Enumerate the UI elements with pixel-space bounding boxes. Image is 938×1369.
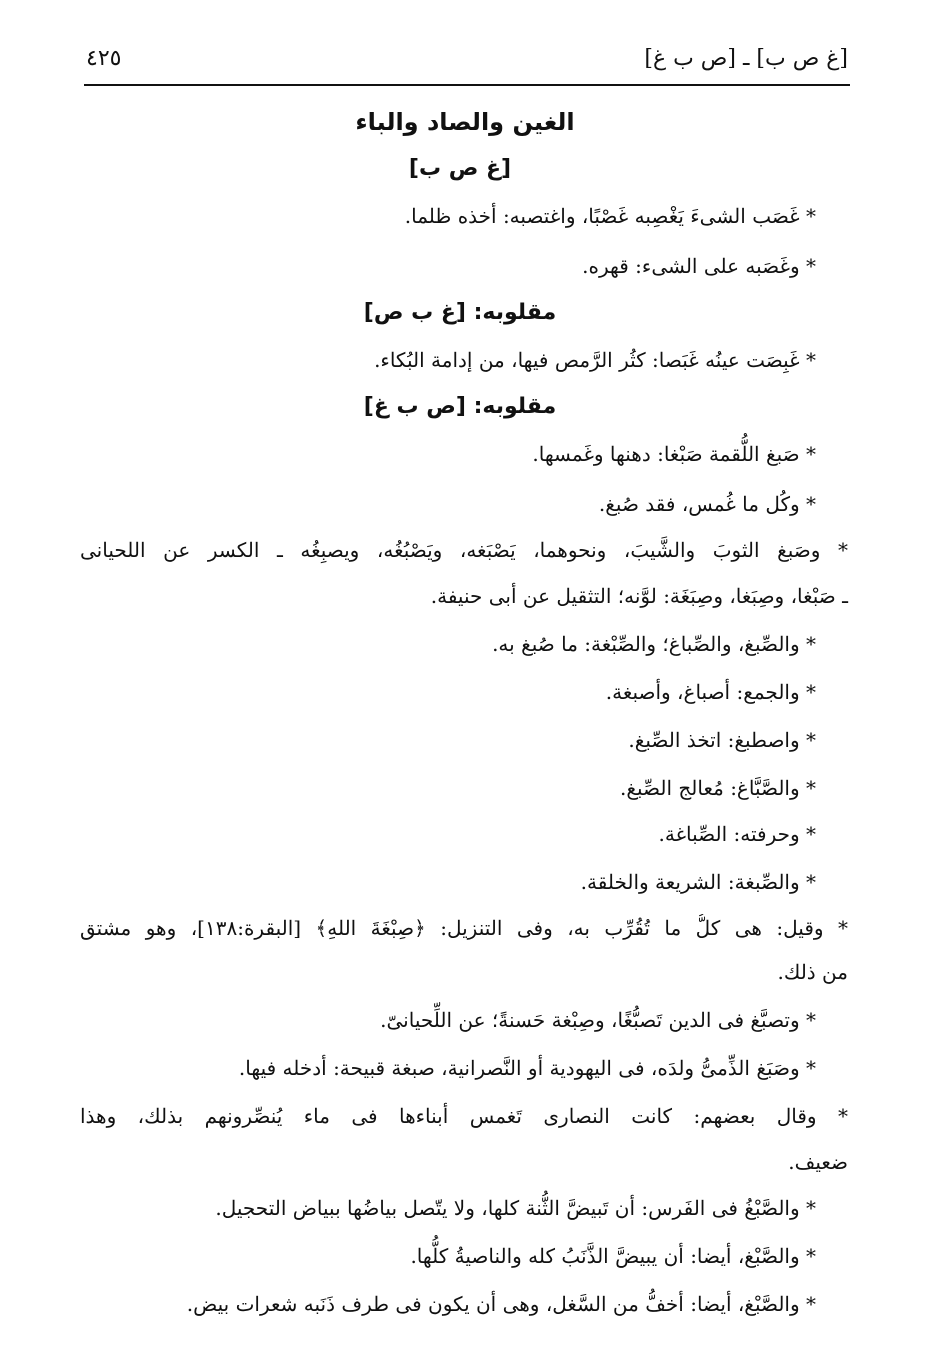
inverted-root-heading: مقلوبه: [غ ب ص] xyxy=(363,300,557,325)
inverted-root-heading: مقلوبه: [ص ب غ] xyxy=(363,394,557,419)
entry-line: * وصَبَغ الذِّمىُّ ولدَه، فى اليهودية أو النَّصرانية، صبغة قبيحة: أدخله فيها. xyxy=(238,1056,816,1080)
running-head: [غ ص ب] ـ [ص ب غ] xyxy=(644,46,848,71)
entry-line: * والصِّبغة: الشريعة والخلقة. xyxy=(580,870,816,894)
entry-line: ـ صَبْغا، وصِبَغا، وصِبَغَة: لوَّنه؛ التثقيل عن أبى حنيفة. xyxy=(430,584,848,608)
entry-line: * وحرفته: الصِّباغة. xyxy=(658,822,816,846)
entry-line: * والصِّبغ، والصِّباغ؛ والصِّبْغة: ما صُبغ به. xyxy=(492,632,816,656)
entry-line: * وصَبغ الثوبَ والشَّيبَ، ونحوهما، يَصْبَغه، ويَصْبُغُه، ويصبِغُه ـ الكسر عن اللحيانى xyxy=(80,538,848,562)
page-number: ٤٢٥ xyxy=(86,46,122,71)
entry-line: * والجمع: أصباغ، وأصبغة. xyxy=(605,680,816,704)
entry-line: * غَصَب الشىءَ يَغْصِبه غَصْبًا، واغتصبه: أخذه ظلما. xyxy=(404,204,816,228)
header-rule xyxy=(84,84,850,86)
entry-line: * وقال بعضهم: كانت النصارى تَغمس أبناءها فى ماء يُنصِّرونهم بذلك، وهذا xyxy=(80,1104,848,1128)
root-heading: [غ ص ب] xyxy=(408,156,512,181)
entry-line: * واصطبغ: اتخذ الصِّبغ. xyxy=(628,728,816,752)
entry-line: * والصَّبْغُ فى الفَرس: أن تَبيضَّ الثُّنة كلها، ولا يتّصل بياضُها ببياض التحجيل. xyxy=(215,1196,816,1220)
entry-line: * غَبِصَت عينُه غَبَصا: كثُر الرَّمص فيها، من إدامة البُكاء. xyxy=(374,348,816,372)
entry-line: * وغَصَبه على الشىء: قهره. xyxy=(582,254,816,278)
entry-line: * وتصبَّغ فى الدين تَصبُّغًا، وصِبْغة حَسنةً؛ عن اللِّحيانىّ. xyxy=(380,1008,816,1032)
entry-line: * والصَّبْغ، أيضا: أخفُّ من السَّغل، وهى أن يكون فى طرف ذَنَبه شعرات بيض. xyxy=(186,1292,816,1316)
section-title: الغين والصاد والباء xyxy=(355,108,575,136)
entry-line: * وقيل: هى كلُّ ما تُقُرِّب به، وفى التنزيل: ﴿صِبْغَةَ اللهِ﴾ [البقرة:١٣٨]، وهو مشتق xyxy=(80,916,848,940)
entry-line: * صَبغ اللُّقمة صَبْغا: دهنها وغَمسها. xyxy=(532,442,816,466)
entry-line: من ذلك. xyxy=(777,960,848,984)
entry-line: * وكُل ما غُمس، فقد صُبغ. xyxy=(598,492,816,516)
entry-line: * والصَّبَّاغ: مُعالج الصِّبغ. xyxy=(619,776,816,800)
entry-line: ضعيف. xyxy=(788,1150,848,1174)
entry-line: * والصَّبْغ، أيضا: أن يبيضَّ الذَّنَبُ كله والناصيةُ كلُّها. xyxy=(410,1244,816,1268)
